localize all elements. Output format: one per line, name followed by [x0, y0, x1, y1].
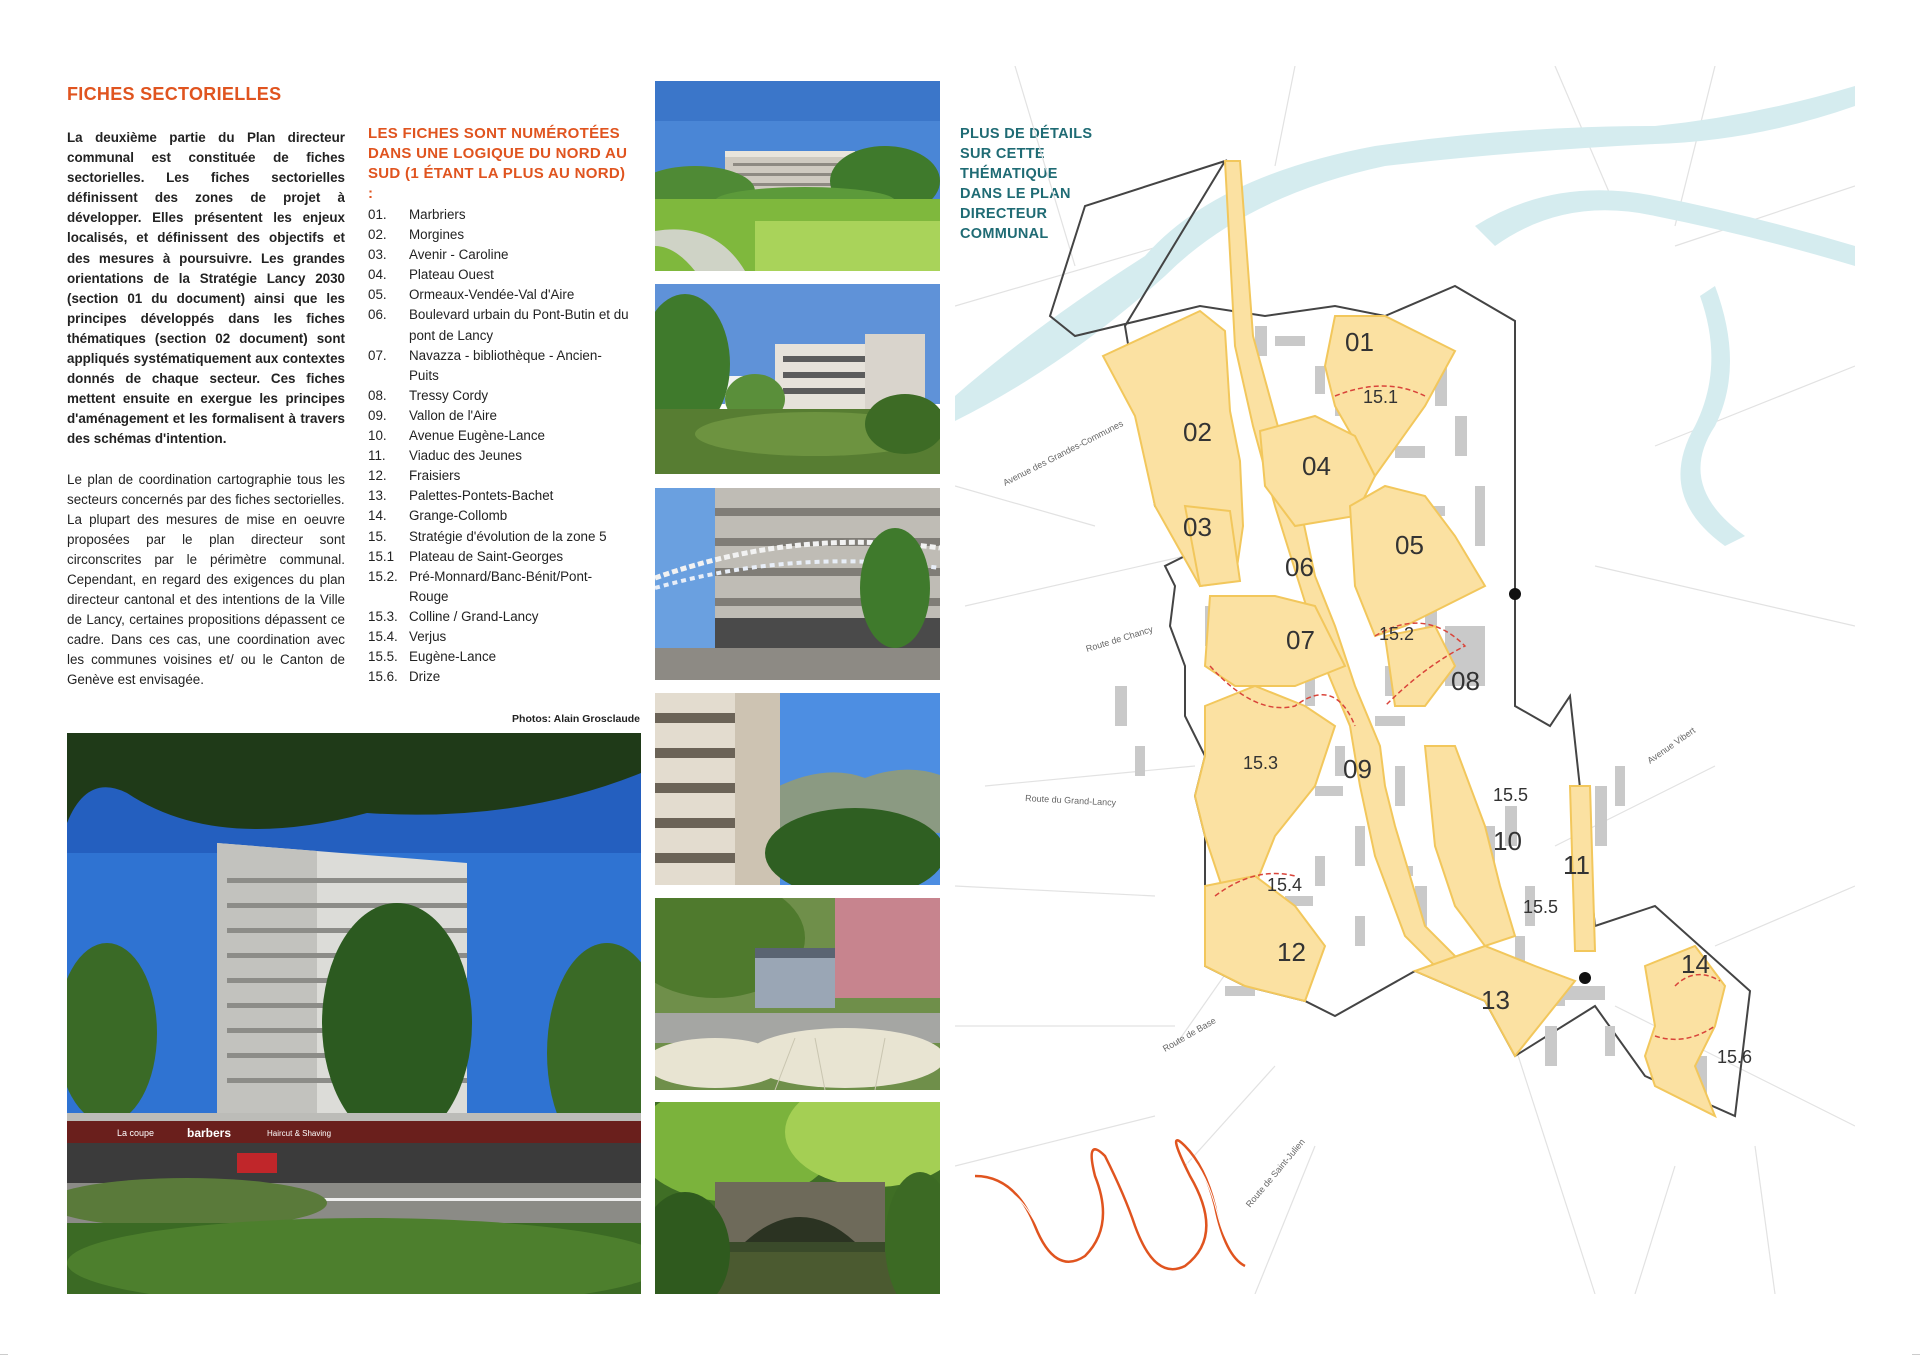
subsector-label-15-6: 15.6: [1717, 1047, 1753, 1067]
intro-paragraph-3: La plupart des mesures de mise en oeuvre proposées par le plan directeur sont circonscrites par le périmètre communal. Cependant, en regard des exigences du plan directeur cantonal et des intentions de la Ville de Lancy, certaines propositions dépassent ce cadre. Dans ces cas, une coordination avec les communes voisines et/ ou le Canton de Genève est envisagée.: [67, 511, 345, 688]
sheet-number: 15.3.: [368, 608, 398, 624]
road-label-vibert: Avenue Vibert: [1645, 725, 1698, 766]
river-arm: [1475, 190, 1855, 266]
sheet-list-item: [368, 667, 630, 687]
sector-label-09: 09: [1343, 754, 1372, 784]
subsector-label-15-2: 15.2: [1379, 624, 1415, 644]
road-label-saint-julien: Route de Saint-Julien: [1243, 1136, 1307, 1210]
sheet-number: 15.: [368, 528, 387, 544]
sheet-list: [368, 205, 630, 687]
sheet-number: 09.: [368, 407, 387, 423]
sheet-list-item: [368, 506, 630, 526]
sector-label-08: 08: [1451, 666, 1480, 696]
photo-tower-street: [67, 733, 641, 1294]
subsector-label-15-5b: 15.5: [1523, 897, 1559, 917]
photo-tram: [655, 898, 940, 1090]
shop-sign-barbers: barbers: [187, 1126, 232, 1140]
sheet-number: 07.: [368, 347, 387, 363]
sector-09-15.3: [1195, 686, 1335, 896]
river-arm-2: [1680, 286, 1745, 546]
station-node: [1509, 588, 1521, 600]
sheet-label: Eugène-Lance: [409, 649, 497, 665]
photo-stone-bridge: [655, 1102, 940, 1294]
photo-credit: Photos: Alain Grosclaude: [512, 713, 640, 725]
sheet-number: 08.: [368, 387, 387, 403]
sheet-list-item: [368, 305, 630, 345]
sheet-list-item: [368, 386, 630, 406]
sector-label-10: 10: [1493, 826, 1522, 856]
sector-label-05: 05: [1395, 530, 1424, 560]
sheet-number: 05.: [368, 287, 387, 303]
subsector-label-15-1: 15.1: [1363, 387, 1399, 407]
sheet-list-item: [368, 527, 630, 547]
decorative-squiggle: [975, 1140, 1245, 1269]
sector-label-06: 06: [1285, 552, 1314, 582]
sheet-list-item: [368, 466, 630, 486]
road-label-chancy: Route de Chancy: [1084, 624, 1155, 654]
subsector-label-15-3: 15.3: [1243, 753, 1279, 773]
sector-label-11: 11: [1563, 850, 1590, 880]
details-note: PLUS DE DÉTAILS SUR CETTE THÉMATIQUE DANS LE PLAN DIRECTEUR COMMUNAL: [960, 126, 1093, 242]
sheet-number: 01.: [368, 207, 387, 222]
sector-label-13: 13: [1481, 985, 1510, 1015]
photo-mountain-blocks: [655, 693, 940, 885]
sheet-label: Grange-Collomb: [409, 508, 508, 524]
sheet-list-item: [368, 607, 630, 627]
sheet-label: Tressy Cordy: [409, 387, 489, 403]
sheet-label: Plateau de Saint-Georges: [409, 548, 564, 564]
sheet-number: 15.6.: [368, 669, 398, 685]
sheet-label: Marbriers: [409, 207, 466, 222]
station-node: [1579, 972, 1591, 984]
coordination-map: [955, 66, 1855, 1294]
intro-text: [67, 128, 345, 711]
sheet-label: Vallon de l'Aire: [409, 407, 497, 423]
sheet-label: Fraisiers: [409, 468, 461, 484]
intro-paragraph-1: La deuxième partie du Plan directeur communal est constituée de fiches sectorielles. Les fiches sectorielles définissent des zones de projet à développer. Elles présentent les enjeux localisés, et définissent des objectifs et des mesures à poursuivre. Les grandes orientations de la Stratégie Lancy 2030 (section 01 du document) ainsi que les principes développés dans les fiches thématiques (section 02 document) sont appliqués systématiquement aux contextes donnés de chaque secteur. Ces fiches mettent ensuite en exergue les principes d'aménagement et les formalisent à travers des schémas d'intention.: [67, 130, 345, 447]
road-label-grandes-communes: Avenue des Grandes-Communes: [1001, 418, 1125, 488]
sector-label-01: 01: [1345, 327, 1374, 357]
road-label-base: Route de Base: [1161, 1015, 1218, 1054]
sheet-label: Navazza - bibliothèque - Ancien-Puits: [409, 347, 602, 383]
sector-05: [1350, 486, 1485, 636]
sheet-list-item: [368, 225, 630, 245]
sector-label-02: 02: [1183, 417, 1212, 447]
road-label-grand-lancy: Route du Grand-Lancy: [1024, 793, 1117, 808]
sector-label-12: 12: [1277, 937, 1306, 967]
sheet-list-item: [368, 285, 630, 305]
sheet-number: 02.: [368, 227, 387, 243]
photo-balcony-building: [655, 488, 940, 680]
sheet-list-item: [368, 426, 630, 446]
sheet-number: 10.: [368, 428, 387, 444]
sheet-list-item: [368, 547, 630, 567]
sheet-label: Colline / Grand-Lancy: [409, 608, 539, 624]
sheet-number: 15.5.: [368, 649, 398, 665]
sheet-label: Ormeaux-Vendée-Val d'Aire: [409, 287, 575, 303]
crop-mark: [1912, 1354, 1920, 1355]
sector-label-03: 03: [1183, 512, 1212, 542]
sheet-number: 13.: [368, 488, 387, 504]
sector-label-14: 14: [1681, 949, 1710, 979]
sheet-label: Plateau Ouest: [409, 267, 494, 283]
sheet-number: 15.4.: [368, 628, 398, 644]
sheet-label: Avenir - Caroline: [409, 247, 509, 263]
sheet-number: 03.: [368, 247, 387, 263]
sheet-label: Verjus: [409, 628, 447, 644]
subsector-label-15-4: 15.4: [1267, 875, 1303, 895]
sheet-number: 15.2.: [368, 568, 398, 584]
subsector-label-15-5a: 15.5: [1493, 785, 1529, 805]
sheet-list-item: [368, 647, 630, 667]
sheet-label: Pré-Monnard/Banc-Bénit/Pont-Rouge: [409, 568, 593, 604]
sector-12-15.4: [1205, 876, 1325, 1001]
sheet-number: 14.: [368, 508, 387, 524]
sheet-list-item: [368, 627, 630, 647]
sheet-label: Morgines: [409, 227, 465, 243]
sheet-label: Avenue Eugène-Lance: [409, 428, 546, 444]
sector-label-04: 04: [1302, 451, 1331, 481]
sheet-list-heading: LES FICHES SONT NUMÉROTÉES DANS UNE LOGIQUE DU NORD AU SUD (1 ÉTANT LA PLUS AU NORD) :: [368, 125, 628, 202]
sheet-list-item: [368, 446, 630, 466]
sheet-list-item: [368, 567, 630, 607]
sheet-list-item: [368, 406, 630, 426]
sheet-label: Stratégie d'évolution de la zone 5: [409, 528, 607, 544]
sheet-number: 04.: [368, 267, 387, 283]
decorative-squiggle-inner: [979, 1146, 1247, 1260]
sheet-label: Boulevard urbain du Pont-Butin et du pont de Lancy: [409, 307, 629, 343]
photo-modern-housing: [655, 284, 940, 474]
photo-building-meadow: [655, 81, 940, 271]
sector-label-07: 07: [1286, 625, 1315, 655]
sheet-label: Drize: [409, 669, 441, 685]
intro-paragraph-2: Le plan de coordination cartographie tous les secteurs concernés par des fiches sectorielles.: [67, 471, 345, 507]
sheet-list-item: [368, 346, 630, 386]
section-title: FICHES SECTORIELLES: [67, 84, 282, 104]
sheet-label: Palettes-Pontets-Bachet: [409, 488, 554, 504]
sheet-list-item: [368, 245, 630, 265]
sheet-number: 12.: [368, 468, 387, 484]
crop-mark: [0, 1354, 8, 1355]
sheet-number: 11.: [368, 448, 386, 464]
shop-sign-coupe: La coupe: [117, 1128, 155, 1138]
shop-sign-haircut: Haircut & Shaving: [267, 1129, 332, 1138]
sheet-label: Viaduc des Jeunes: [409, 448, 522, 464]
sheet-number: 06.: [368, 307, 387, 323]
sheet-list-item: [368, 205, 630, 225]
sheet-number: 15.1: [368, 548, 395, 564]
sheet-list-item: [368, 265, 630, 285]
sheet-list-item: [368, 486, 630, 506]
